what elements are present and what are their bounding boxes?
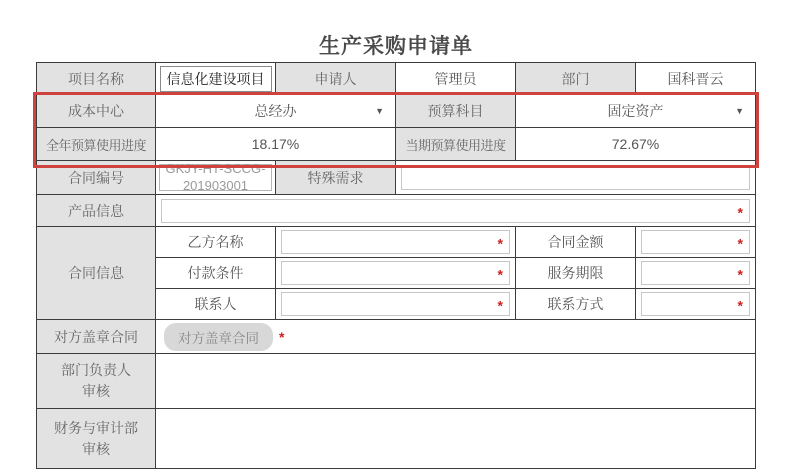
- party-b-name-input[interactable]: [281, 230, 510, 254]
- stamped-contract-cell: [156, 320, 755, 353]
- contract-no-cell: [156, 161, 275, 194]
- contact-method-input[interactable]: [641, 292, 750, 316]
- cost-center-selected-value: 总经办: [254, 103, 297, 119]
- finance-audit-review-cell: [156, 409, 755, 468]
- required-asterisk: *: [737, 266, 743, 283]
- finance-audit-review-label-text: 财务与审计部审核: [54, 419, 138, 457]
- contact-person-label: 联系人: [156, 289, 275, 319]
- contract-no-value: GKJY-HT-SCCG-201903001: [159, 164, 272, 191]
- required-asterisk: *: [497, 297, 503, 314]
- contract-no-label: 合同编号: [37, 161, 155, 194]
- contact-person-cell: [276, 289, 515, 319]
- page-title: 生产采购申请单: [319, 35, 473, 58]
- required-asterisk: *: [497, 235, 503, 252]
- product-info-label: 产品信息: [37, 195, 155, 226]
- required-asterisk: *: [737, 297, 743, 314]
- project-name-input[interactable]: [160, 66, 272, 92]
- current-progress-value: 72.67%: [516, 128, 755, 160]
- party-b-name-cell: [276, 227, 515, 257]
- payment-terms-input[interactable]: [281, 261, 510, 285]
- annual-progress-label: 全年预算使用进度: [37, 128, 155, 160]
- applicant-value: 管理员: [396, 63, 515, 94]
- finance-audit-review-label: [37, 409, 155, 468]
- service-period-input[interactable]: [641, 261, 750, 285]
- annual-progress-value: 18.17%: [156, 128, 395, 160]
- purchase-form-table: [36, 62, 756, 469]
- contract-amount-cell: [636, 227, 755, 257]
- current-progress-label: 当期预算使用进度: [396, 128, 515, 160]
- budget-subject-label: 预算科目: [396, 95, 515, 127]
- service-period-label: 服务期限: [516, 258, 635, 288]
- required-asterisk: *: [279, 328, 285, 345]
- cost-center-select[interactable]: [156, 95, 395, 127]
- department-label: 部门: [516, 63, 635, 94]
- service-period-cell: [636, 258, 755, 288]
- special-needs-cell: [396, 161, 755, 194]
- payment-terms-label: 付款条件: [156, 258, 275, 288]
- required-asterisk: *: [737, 203, 743, 220]
- special-needs-input[interactable]: [401, 166, 750, 190]
- payment-terms-cell: [276, 258, 515, 288]
- department-value: 国科晋云: [636, 63, 755, 94]
- contact-method-cell: [636, 289, 755, 319]
- dept-head-review-label-text: 部门负责人审核: [61, 362, 131, 399]
- project-name-cell: [156, 63, 275, 94]
- budget-subject-select[interactable]: [516, 95, 755, 127]
- contact-method-label: 联系方式: [516, 289, 635, 319]
- stamped-contract-label: 对方盖章合同: [37, 320, 155, 353]
- dept-head-review-cell: [156, 354, 755, 408]
- cost-center-label: 成本中心: [37, 95, 155, 127]
- project-name-label: 项目名称: [37, 63, 155, 94]
- stamped-contract-upload-button[interactable]: 对方盖章合同: [164, 323, 273, 351]
- dept-head-review-label: [37, 354, 155, 408]
- contract-amount-label: 合同金额: [516, 227, 635, 257]
- contract-info-label: 合同信息: [37, 227, 155, 319]
- applicant-label: 申请人: [276, 63, 395, 94]
- form-grid: [36, 62, 756, 469]
- special-needs-label: 特殊需求: [276, 161, 395, 194]
- required-asterisk: *: [737, 235, 743, 252]
- required-asterisk: *: [497, 266, 503, 283]
- budget-subject-selected-value: 固定资产: [607, 103, 664, 119]
- product-info-input[interactable]: [161, 199, 750, 223]
- chevron-down-icon: ▼: [375, 106, 384, 116]
- product-info-cell: [156, 195, 755, 226]
- party-b-name-label: 乙方名称: [156, 227, 275, 257]
- contact-person-input[interactable]: [281, 292, 510, 316]
- chevron-down-icon: ▼: [735, 106, 744, 116]
- contract-amount-input[interactable]: [641, 230, 750, 254]
